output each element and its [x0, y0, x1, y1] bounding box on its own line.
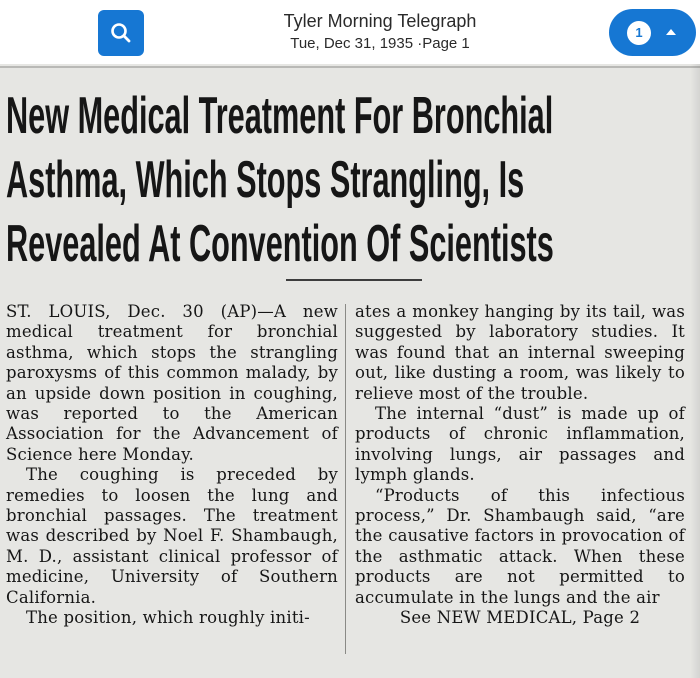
issue-date-page: Tue, Dec 31, 1935 ·Page 1	[290, 35, 470, 52]
publication-title: Tyler Morning Telegraph	[283, 11, 477, 31]
article-column-right	[355, 302, 685, 629]
search-icon	[109, 21, 133, 45]
article-headline	[6, 84, 554, 276]
headline-line: New Medical Treatment For Bronchial	[6, 87, 554, 145]
viewer-toolbar	[0, 0, 700, 64]
top-rule	[0, 66, 700, 68]
page-number-badge: 1	[627, 21, 651, 45]
continuation-line: See NEW MEDICAL, Page 2	[399, 608, 641, 628]
headline-line: Asthma, Which Stops Strangling, Is	[6, 151, 525, 209]
page-selector[interactable]	[609, 9, 696, 56]
page-edge-shadow	[690, 64, 700, 678]
headline-divider	[286, 279, 422, 281]
headline-line: Revealed At Convention Of Scientists	[6, 215, 554, 273]
article-paragraph: The internal “dust” is made up of products of chronic inflammation, involving lungs, air passages and lymph glands.	[355, 404, 685, 485]
article-column-left	[6, 302, 338, 629]
article-paragraph: ates a monkey hanging by its tail, was suggested by laboratory studies. It was found that an internal sweeping out, like dusting a room, was likely to relieve most of the trouble.	[355, 302, 685, 403]
search-button[interactable]	[98, 10, 144, 56]
column-divider	[345, 304, 346, 654]
article-paragraph: “Products of this infectious process,” Dr. Shambaugh said, “are the causative factors in provocation of the asthmatic attack. When these products are not permitted to accumulate in the lungs and the air	[355, 485, 685, 607]
article-paragraph: The coughing is preceded by remedies to loosen the lung and bronchial passages. The treatment was described by Noel F. Shambaugh, M. D., assistant clinical professor of medicine, University of Southern California.	[6, 465, 338, 607]
newspaper-clipping	[0, 64, 700, 678]
article-paragraph: ST. LOUIS, Dec. 30 (AP)—A new medical treatment for bronchial asthma, which stops the strangling paroxysms of this common malady, by an upside down position in coughing, was reported to the American Association for the Advancement of Science here Monday.	[6, 302, 338, 464]
chevron-up-icon	[666, 29, 676, 35]
article-paragraph: The position, which roughly initi-	[26, 608, 310, 628]
